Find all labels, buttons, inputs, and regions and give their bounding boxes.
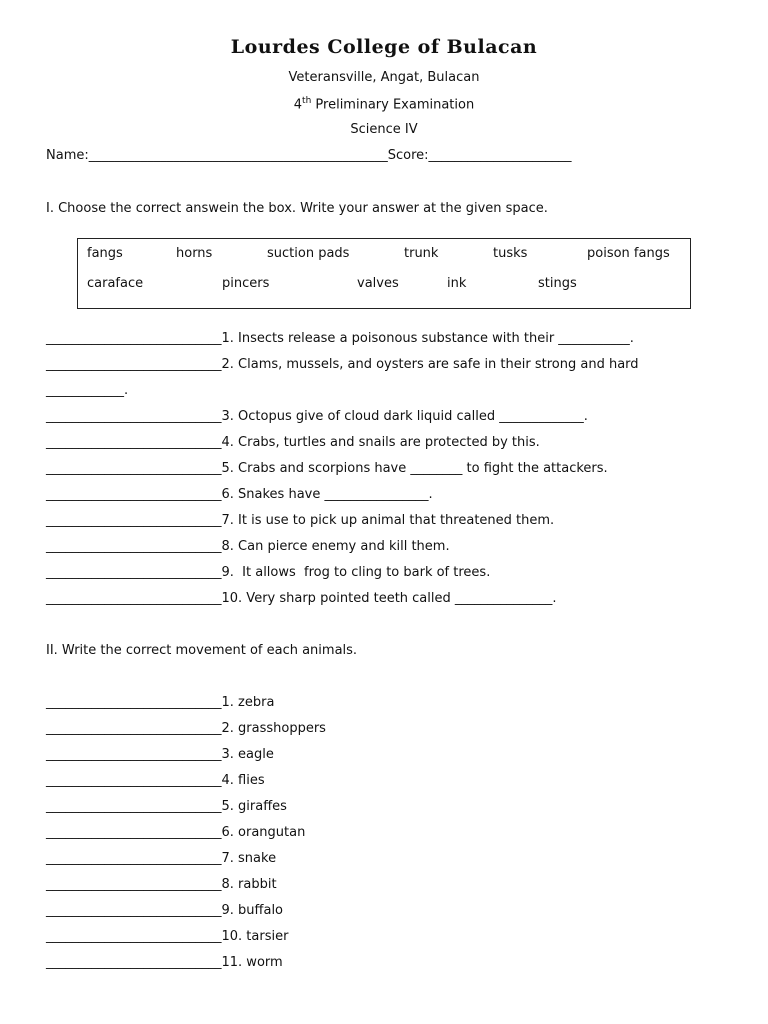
question-text: 6. Snakes have ________________. [221,487,433,502]
choice-item: poison fangs [587,246,670,261]
answer-blank[interactable]: ___________________________ [46,565,222,580]
question-text: 3. Octopus give of cloud dark liquid called _____________. [221,409,588,424]
part2-item[interactable] [46,695,274,710]
animal-name: 11. worm [221,955,283,970]
question-text: 8. Can pierce enemy and kill them. [221,539,450,554]
question-text: 5. Crabs and scorpions have ________ to fight the attackers. [221,461,608,476]
question-text: 9. It allows frog to cling to bark of trees. [221,565,491,580]
answer-blank[interactable]: ___________________________ [46,695,222,710]
part1-item[interactable] [46,487,433,502]
choice-item: horns [176,246,213,261]
part1-item[interactable] [46,461,608,476]
choices-box [77,238,691,309]
school-title: Lourdes College of Bulacan [230,36,538,58]
answer-blank[interactable]: ___________________________ [46,461,222,476]
part2-item[interactable] [46,721,326,736]
answer-blank[interactable]: ___________________________ [46,877,222,892]
part2-item[interactable] [46,851,276,866]
answer-blank[interactable]: ___________________________ [46,851,222,866]
part2-item[interactable] [46,799,287,814]
exam-title [0,96,768,112]
choice-item: fangs [87,246,123,261]
part1-item[interactable] [46,539,450,554]
animal-name: 3. eagle [221,747,274,762]
part1-item[interactable] [46,435,540,450]
choice-item: caraface [87,276,144,291]
answer-blank[interactable]: ___________________________ [46,825,222,840]
part1-item[interactable] [46,513,554,528]
animal-name: 1. zebra [221,695,275,710]
answer-blank[interactable]: ___________________________ [46,591,222,606]
part1-item[interactable] [46,331,634,346]
answer-blank[interactable]: ___________________________ [46,955,222,970]
part2-item[interactable] [46,903,283,918]
exam-title-rest: Preliminary Examination [311,97,475,113]
part2-item[interactable] [46,747,274,762]
subject-title: Science IV [350,122,418,137]
choice-item: pincers [222,276,270,291]
choice-item: trunk [404,246,439,261]
answer-blank[interactable]: ___________________________ [46,331,222,346]
part1-instruction: I. Choose the correct answein the box. Write your answer at the given space. [46,201,548,216]
exam-number-suffix: th [302,96,312,106]
answer-blank[interactable]: ___________________________ [46,357,222,372]
answer-blank[interactable]: ___________________________ [46,799,222,814]
answer-blank[interactable]: ___________________________ [46,747,222,762]
answer-blank[interactable]: ___________________________ [46,721,222,736]
answer-blank[interactable]: ___________________________ [46,539,222,554]
part1-item[interactable] [46,591,557,606]
part2-item[interactable] [46,877,277,892]
choice-item: valves [357,276,399,291]
question-text: 4. Crabs, turtles and snails are protected by this. [221,435,540,450]
part2-item[interactable] [46,825,305,840]
question-text: 2. Clams, mussels, and oysters are safe in their strong and hard [221,357,639,372]
animal-name: 6. orangutan [221,825,306,840]
part1-item[interactable] [46,383,128,398]
part2-item[interactable] [46,773,265,788]
part2-item[interactable] [46,955,283,970]
part2-instruction: II. Write the correct movement of each animals. [46,643,358,658]
school-address: Veteransville, Angat, Bulacan [288,70,480,85]
choice-item: suction pads [267,246,350,261]
part2-item[interactable] [46,929,288,944]
question-text: 10. Very sharp pointed teeth called _______________. [221,591,557,606]
answer-blank[interactable]: ___________________________ [46,773,222,788]
answer-blank[interactable]: ___________________________ [46,513,222,528]
name-score-line[interactable]: Name:______________________________________________Score:______________________ [46,148,572,163]
animal-name: 10. tarsier [221,929,289,944]
part1-item[interactable] [46,357,639,372]
part1-item[interactable] [46,409,588,424]
answer-blank[interactable]: ___________________________ [46,929,222,944]
question-text: 1. Insects release a poisonous substance with their ___________. [221,331,634,346]
part1-item[interactable] [46,565,490,580]
answer-blank[interactable]: ___________________________ [46,409,222,424]
animal-name: 9. buffalo [221,903,284,918]
choice-item: tusks [493,246,528,261]
choice-item: ink [447,276,467,291]
animal-name: 5. giraffes [221,799,287,814]
answer-blank[interactable]: ___________________________ [46,903,222,918]
question-text: 7. It is use to pick up animal that threatened them. [221,513,555,528]
answer-blank[interactable]: ___________________________ [46,435,222,450]
animal-name: 4. flies [221,773,265,788]
answer-blank[interactable]: ___________________________ [46,487,222,502]
choice-item: stings [538,276,577,291]
exam-number: 4 [293,97,303,113]
animal-name: 7. snake [221,851,277,866]
animal-name: 2. grasshoppers [221,721,326,736]
animal-name: 8. rabbit [221,877,277,892]
question-text: ____________. [46,383,129,398]
